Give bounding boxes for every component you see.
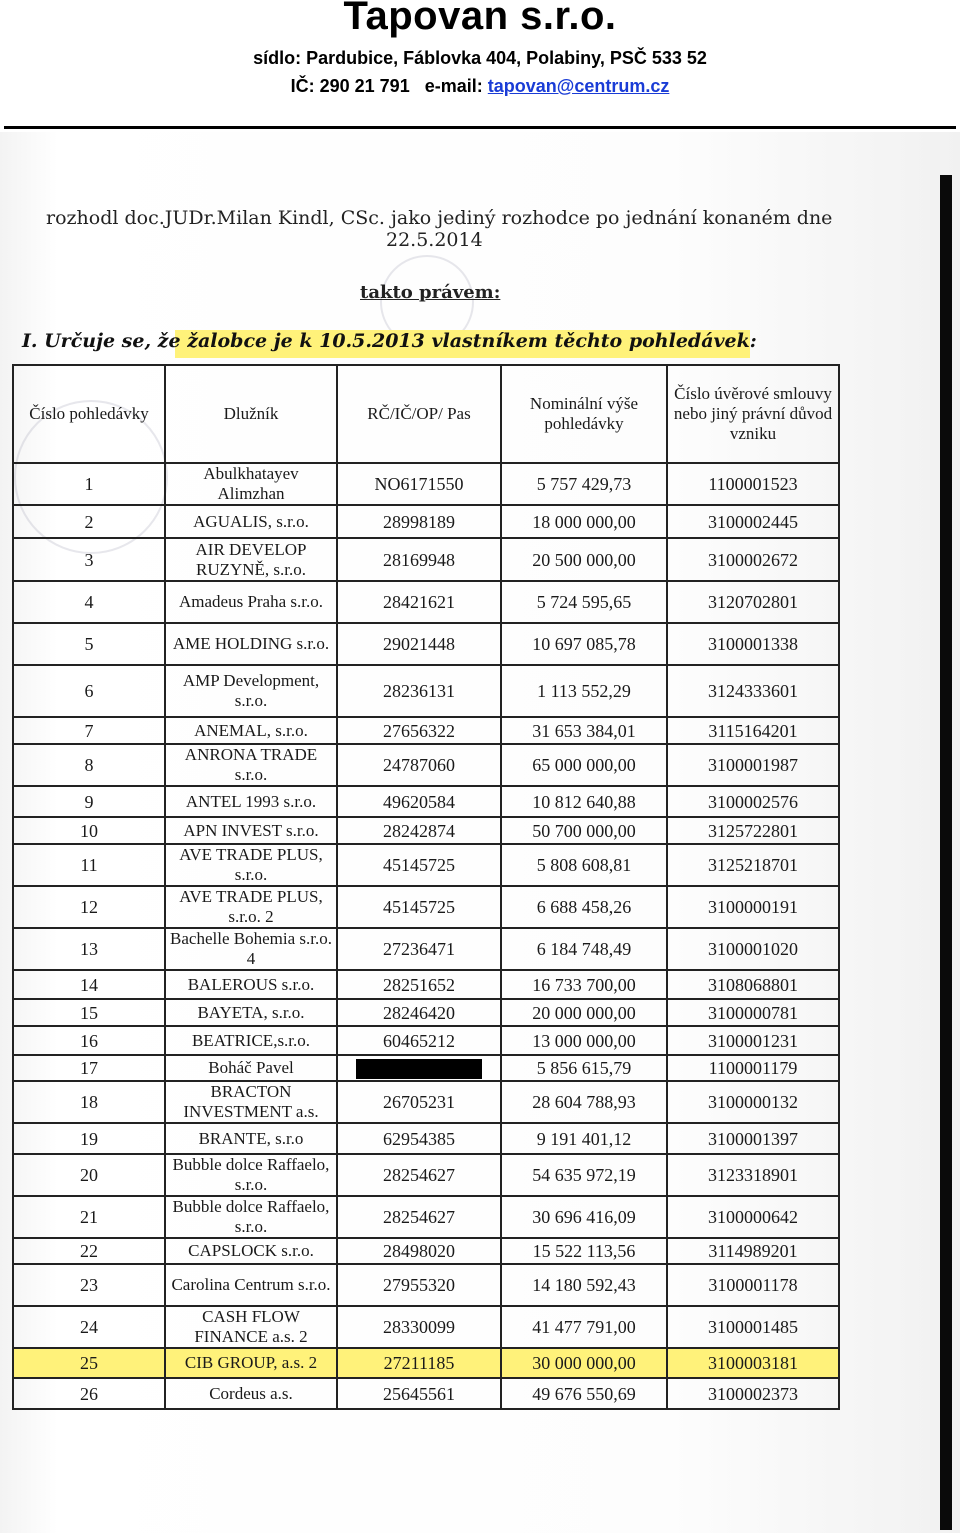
amount-cell: 9 191 401,12 — [501, 1123, 667, 1154]
claim-number-cell: 5 — [13, 623, 165, 665]
debtor-cell: AGUALIS, s.r.o. — [165, 505, 337, 538]
table-row — [13, 817, 839, 844]
debtor-cell: Carolina Centrum s.r.o. — [165, 1264, 337, 1306]
header-divider — [4, 126, 956, 129]
debtor-cell: AVE TRADE PLUS, s.r.o. — [165, 844, 337, 886]
amount-cell: 5 856 615,79 — [501, 1055, 667, 1081]
id-number-cell: 28254627 — [337, 1196, 501, 1238]
table-header-row — [13, 365, 839, 463]
header-nominal-amount: Nominální výše pohledávky — [501, 365, 667, 463]
amount-cell: 28 604 788,93 — [501, 1081, 667, 1123]
table-row — [13, 1378, 839, 1409]
amount-cell: 20 500 000,00 — [501, 538, 667, 581]
table-row — [13, 1026, 839, 1055]
id-number-cell: 28236131 — [337, 665, 501, 717]
amount-cell: 10 812 640,88 — [501, 786, 667, 817]
claim-number-cell: 23 — [13, 1264, 165, 1306]
claim-number-cell: 17 — [13, 1055, 165, 1081]
contract-number-cell: 3100001178 — [667, 1264, 839, 1306]
claim-number-cell: 26 — [13, 1378, 165, 1409]
decision-intro — [46, 207, 836, 251]
id-number-cell: 28251652 — [337, 970, 501, 999]
debtor-cell: ANTEL 1993 s.r.o. — [165, 786, 337, 817]
claim-number-cell: 15 — [13, 999, 165, 1026]
company-name: Tapovan s.r.o. — [343, 0, 617, 38]
debtor-cell: ANRONA TRADE s.r.o. — [165, 744, 337, 786]
contract-number-cell: 3100000132 — [667, 1081, 839, 1123]
table-row — [13, 538, 839, 581]
contract-number-cell: 3100002576 — [667, 786, 839, 817]
id-number-cell: 28169948 — [337, 538, 501, 581]
id-number-cell: 45145725 — [337, 886, 501, 928]
amount-cell: 18 000 000,00 — [501, 505, 667, 538]
debtor-cell: Cordeus a.s. — [165, 1378, 337, 1409]
table-row — [13, 623, 839, 665]
amount-cell: 50 700 000,00 — [501, 817, 667, 844]
header-id-number: RČ/IČ/OP/ Pas — [337, 365, 501, 463]
id-number-cell: 28330099 — [337, 1306, 501, 1348]
contract-number-cell: 3100001020 — [667, 928, 839, 970]
claim-number-cell: 7 — [13, 717, 165, 744]
declaration-prefix: I. Určuje se, že — [22, 330, 181, 352]
amount-cell: 5 724 595,65 — [501, 581, 667, 623]
claim-number-cell: 24 — [13, 1306, 165, 1348]
debtor-cell: Abulkhatayev Alimzhan — [165, 463, 337, 505]
amount-cell: 5 808 608,81 — [501, 844, 667, 886]
debtor-cell: CAPSLOCK s.r.o. — [165, 1238, 337, 1264]
contract-number-cell: 3125722801 — [667, 817, 839, 844]
table-row — [13, 665, 839, 717]
contract-number-cell: 3100001231 — [667, 1026, 839, 1055]
table-row — [13, 1055, 839, 1081]
debtor-cell: Bachelle Bohemia s.r.o. 4 — [165, 928, 337, 970]
table-row — [13, 970, 839, 999]
table-row — [13, 1081, 839, 1123]
header-contract-number: Číslo úvěrové smlouvy nebo jiný právní důvod vzniku — [667, 365, 839, 463]
debtor-cell: BRACTON INVESTMENT a.s. — [165, 1081, 337, 1123]
amount-cell: 1 113 552,29 — [501, 665, 667, 717]
claim-number-cell: 14 — [13, 970, 165, 999]
claim-number-cell: 13 — [13, 928, 165, 970]
contract-number-cell: 3100000642 — [667, 1196, 839, 1238]
email-link[interactable]: tapovan@centrum.cz — [487, 76, 670, 96]
contract-number-cell: 3125218701 — [667, 844, 839, 886]
table-row — [13, 1238, 839, 1264]
table-row — [13, 999, 839, 1026]
contract-number-cell: 3120702801 — [667, 581, 839, 623]
debtor-cell: APN INVEST s.r.o. — [165, 817, 337, 844]
table-row — [13, 844, 839, 886]
id-number-cell: 27211185 — [337, 1348, 501, 1378]
contract-number-cell: 3100003181 — [667, 1348, 839, 1378]
contract-number-cell: 3100000191 — [667, 886, 839, 928]
table-row — [13, 744, 839, 786]
redaction-bar — [356, 1059, 482, 1079]
claim-number-cell: 8 — [13, 744, 165, 786]
contract-number-cell: 3100002373 — [667, 1378, 839, 1409]
id-number-cell: 26705231 — [337, 1081, 501, 1123]
header-debtor: Dlužník — [165, 365, 337, 463]
debtor-cell: AIR DEVELOP RUZYNĚ, s.r.o. — [165, 538, 337, 581]
claim-number-cell: 9 — [13, 786, 165, 817]
debtor-cell: Bubble dolce Raffaelo, s.r.o. — [165, 1154, 337, 1196]
claim-number-cell: 4 — [13, 581, 165, 623]
id-number-cell: 60465212 — [337, 1026, 501, 1055]
table-row — [13, 505, 839, 538]
contract-number-cell: 3100001338 — [667, 623, 839, 665]
id-number-cell — [337, 1055, 501, 1081]
debtor-cell: CIB GROUP, a.s. 2 — [165, 1348, 337, 1378]
table-row — [13, 786, 839, 817]
claim-number-cell: 22 — [13, 1238, 165, 1264]
company-ids — [0, 76, 960, 97]
amount-cell: 49 676 550,69 — [501, 1378, 667, 1409]
debtor-cell: CASH FLOW FINANCE a.s. 2 — [165, 1306, 337, 1348]
contract-number-cell: 3100002672 — [667, 538, 839, 581]
debtor-cell: BEATRICE,s.r.o. — [165, 1026, 337, 1055]
claim-number-cell: 12 — [13, 886, 165, 928]
amount-cell: 13 000 000,00 — [501, 1026, 667, 1055]
letterhead — [0, 0, 960, 130]
scan-edge — [940, 175, 952, 1530]
table-row — [13, 581, 839, 623]
claim-number-cell: 16 — [13, 1026, 165, 1055]
amount-cell: 6 184 748,49 — [501, 928, 667, 970]
claim-number-cell: 3 — [13, 538, 165, 581]
contract-number-cell: 3124333601 — [667, 665, 839, 717]
amount-cell: 20 000 000,00 — [501, 999, 667, 1026]
id-number-cell: 45145725 — [337, 844, 501, 886]
declaration — [22, 330, 757, 352]
intro-date: 22.5.2014 — [386, 229, 483, 251]
id-number-cell: 49620584 — [337, 786, 501, 817]
declaration-highlighted: žalobce je k 10.5.2013 vlastníkem těchto pohledávek: — [187, 330, 757, 352]
id-number-cell: 28498020 — [337, 1238, 501, 1264]
debtor-cell: Bubble dolce Raffaelo, s.r.o. — [165, 1196, 337, 1238]
amount-cell: 31 653 384,01 — [501, 717, 667, 744]
debtor-cell: ANEMAL, s.r.o. — [165, 717, 337, 744]
amount-cell: 16 733 700,00 — [501, 970, 667, 999]
id-number-cell: 28998189 — [337, 505, 501, 538]
claim-number-cell: 21 — [13, 1196, 165, 1238]
claim-number-cell: 19 — [13, 1123, 165, 1154]
id-number-cell: 27656322 — [337, 717, 501, 744]
contract-number-cell: 3100000781 — [667, 999, 839, 1026]
amount-cell: 41 477 791,00 — [501, 1306, 667, 1348]
claim-number-cell: 10 — [13, 817, 165, 844]
contract-number-cell: 3100001397 — [667, 1123, 839, 1154]
debtor-cell: Amadeus Praha s.r.o. — [165, 581, 337, 623]
contract-number-cell: 3100001485 — [667, 1306, 839, 1348]
claim-number-cell: 11 — [13, 844, 165, 886]
claim-number-cell: 6 — [13, 665, 165, 717]
table-row — [13, 1348, 839, 1378]
contract-number-cell: 3123318901 — [667, 1154, 839, 1196]
amount-cell: 5 757 429,73 — [501, 463, 667, 505]
amount-cell: 6 688 458,26 — [501, 886, 667, 928]
id-number-cell: 28254627 — [337, 1154, 501, 1196]
id-number-cell: 25645561 — [337, 1378, 501, 1409]
amount-cell: 10 697 085,78 — [501, 623, 667, 665]
id-number-cell: 27236471 — [337, 928, 501, 970]
table-row — [13, 1306, 839, 1348]
id-number-cell: 28421621 — [337, 581, 501, 623]
table-row — [13, 928, 839, 970]
contract-number-cell: 3100002445 — [667, 505, 839, 538]
claims-table-body — [13, 463, 839, 1409]
id-number-cell: 24787060 — [337, 744, 501, 786]
table-row — [13, 886, 839, 928]
claim-number-cell: 2 — [13, 505, 165, 538]
table-row — [13, 1264, 839, 1306]
id-number-cell: 62954385 — [337, 1123, 501, 1154]
id-number-cell: 28242874 — [337, 817, 501, 844]
verdict-heading: takto právem: — [360, 282, 501, 303]
claim-number-cell: 25 — [13, 1348, 165, 1378]
amount-cell: 30 000 000,00 — [501, 1348, 667, 1378]
amount-cell: 54 635 972,19 — [501, 1154, 667, 1196]
email-label: e-mail: — [424, 76, 483, 96]
table-row — [13, 1154, 839, 1196]
contract-number-cell: 3100001987 — [667, 744, 839, 786]
debtor-cell: BALEROUS s.r.o. — [165, 970, 337, 999]
table-row — [13, 717, 839, 744]
amount-cell: 14 180 592,43 — [501, 1264, 667, 1306]
contract-number-cell: 1100001523 — [667, 463, 839, 505]
id-number-cell: 27955320 — [337, 1264, 501, 1306]
debtor-cell: AME HOLDING s.r.o. — [165, 623, 337, 665]
intro-line: rozhodl doc.JUDr.Milan Kindl, CSc. jako jediný rozhodce po jednání konaném dne — [46, 207, 833, 229]
debtor-cell: AMP Development, s.r.o. — [165, 665, 337, 717]
id-number-cell: 29021448 — [337, 623, 501, 665]
claim-number-cell: 20 — [13, 1154, 165, 1196]
table-row — [13, 1123, 839, 1154]
header-claim-number: Číslo pohledávky — [13, 365, 165, 463]
id-number-cell: 28246420 — [337, 999, 501, 1026]
claim-number-cell: 1 — [13, 463, 165, 505]
contract-number-cell: 3114989201 — [667, 1238, 839, 1264]
claims-table — [12, 364, 840, 1410]
claim-number-cell: 18 — [13, 1081, 165, 1123]
contract-number-cell: 1100001179 — [667, 1055, 839, 1081]
table-row — [13, 1196, 839, 1238]
company-ic: IČ: 290 21 791 — [290, 76, 410, 96]
debtor-cell: Boháč Pavel — [165, 1055, 337, 1081]
table-row — [13, 463, 839, 505]
debtor-cell: BRANTE, s.r.o — [165, 1123, 337, 1154]
amount-cell: 65 000 000,00 — [501, 744, 667, 786]
id-number-cell: NO6171550 — [337, 463, 501, 505]
debtor-cell: BAYETA, s.r.o. — [165, 999, 337, 1026]
debtor-cell: AVE TRADE PLUS, s.r.o. 2 — [165, 886, 337, 928]
company-seat: sídlo: Pardubice, Fáblovka 404, Polabiny, PSČ 533 52 — [253, 48, 707, 68]
contract-number-cell: 3108068801 — [667, 970, 839, 999]
contract-number-cell: 3115164201 — [667, 717, 839, 744]
amount-cell: 30 696 416,09 — [501, 1196, 667, 1238]
amount-cell: 15 522 113,56 — [501, 1238, 667, 1264]
